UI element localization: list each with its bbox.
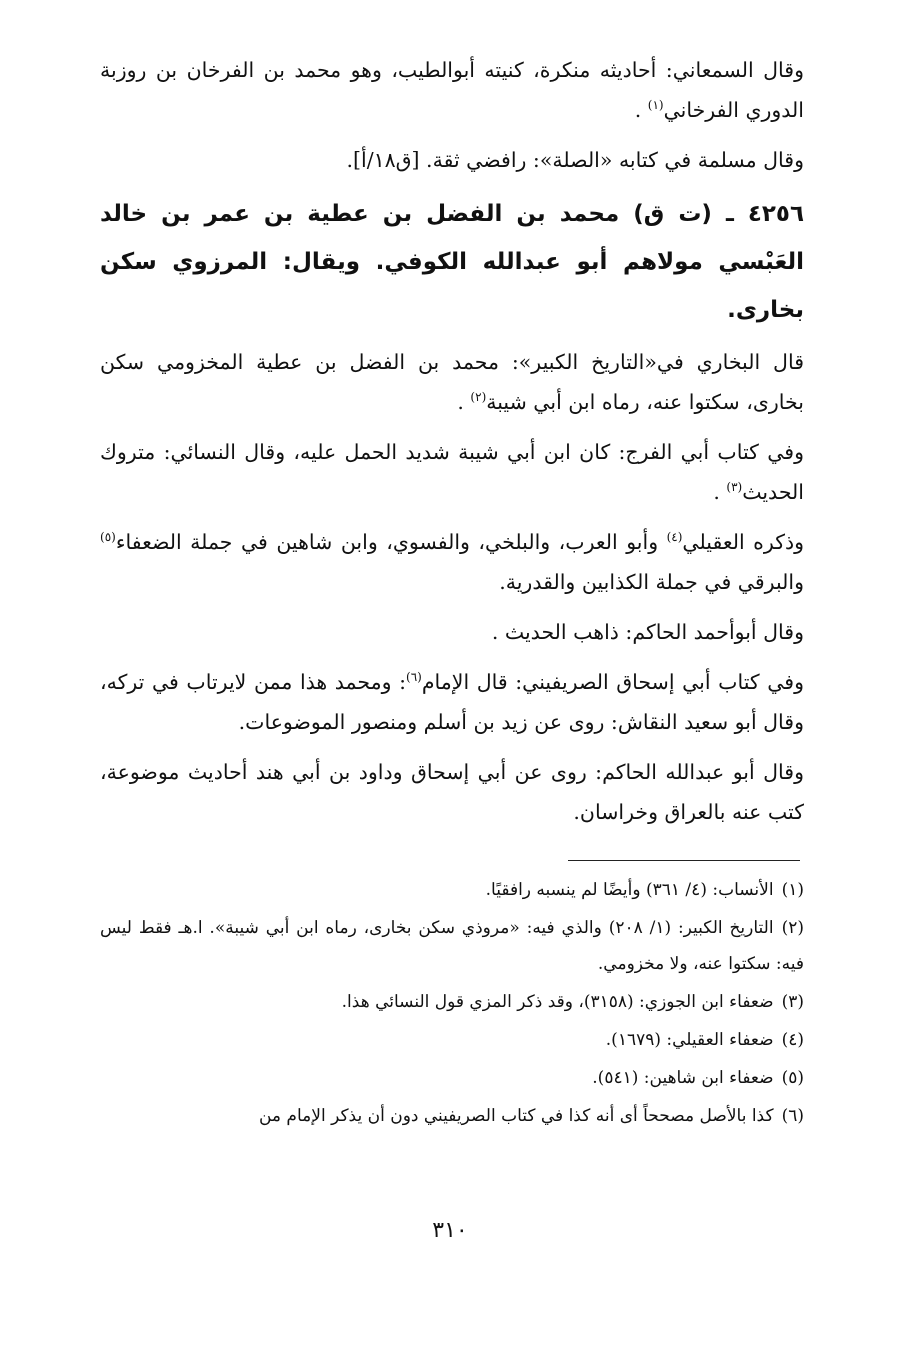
paragraph-text: وقال السمعاني: أحاديثه منكرة، كنيته أبوالطيب، وهو محمد بن الفرخان بن روزبة الدوري الفرخاني bbox=[100, 58, 804, 122]
footnote-number: (١) bbox=[781, 880, 804, 900]
footnote-number: (٥) bbox=[781, 1068, 804, 1088]
footnote-number: (٢) bbox=[781, 918, 804, 938]
main-text bbox=[100, 50, 804, 842]
page-number: ٣١٠ bbox=[432, 1218, 468, 1243]
footnote-ref-4[interactable]: (٤) bbox=[666, 530, 683, 545]
paragraph-maslama: وقال مسلمة في كتابه «الصلة»: رافضي ثقة. [ق١٨/أ]. bbox=[346, 148, 804, 172]
footnote-text: الأنساب: (٤/ ٣٦١) وأيضًا لم ينسبه رافقيًا. bbox=[485, 880, 774, 900]
footnote-number: (٦) bbox=[781, 1106, 804, 1126]
paragraph-bukhari bbox=[100, 342, 804, 422]
footnote-text: كذا بالأصل مصححاً أى أنه كذا في كتاب الصريفيني دون أن يذكر الإمام من bbox=[258, 1106, 774, 1126]
paragraph-end: . bbox=[457, 390, 471, 414]
paragraph-text: وأبو العرب، والبلخي، والفسوي، وابن شاهين في جملة الضعفاء bbox=[115, 530, 667, 554]
footnote-text: ضعفاء العقيلي: (١٦٧٩). bbox=[605, 1030, 774, 1050]
paragraph-end: . bbox=[634, 98, 648, 122]
footnote-text: ضعفاء ابن الجوزي: (٣١٥٨)، وقد ذكر المزي قول النسائي هذا. bbox=[341, 992, 774, 1012]
paragraph-text: وذكره العقيلي bbox=[682, 530, 804, 554]
footnote-6 bbox=[100, 1098, 804, 1134]
paragraph-uqayli bbox=[100, 522, 804, 602]
footnote-4 bbox=[100, 1022, 804, 1058]
paragraph-text: وفي كتاب أبي الفرج: كان ابن أبي شيبة شديد الحمل عليه، وقال النسائي: متروك الحديث bbox=[100, 440, 804, 504]
footnote-2 bbox=[100, 910, 804, 982]
footnote-number: (٣) bbox=[781, 992, 804, 1012]
footnote-ref-2[interactable]: (٢) bbox=[470, 390, 487, 405]
paragraph-sarifini bbox=[100, 662, 804, 742]
footnotes bbox=[100, 872, 804, 1136]
paragraph-end: . bbox=[713, 480, 727, 504]
footnote-ref-1[interactable]: (١) bbox=[647, 98, 664, 113]
paragraph-abu-ahmad: وقال أبوأحمد الحاكم: ذاهب الحديث . bbox=[491, 620, 804, 644]
footnote-3 bbox=[100, 984, 804, 1020]
paragraph-text: والبرقي في جملة الكذابين والقدرية. bbox=[499, 570, 804, 594]
paragraph-samani bbox=[100, 50, 804, 130]
paragraph-text: : ومحمد هذا ممن لايرتاب في تركه، وقال أبو سعيد النقاش: روى عن زيد بن أسلم ومنصور الموضوعات. bbox=[100, 670, 804, 734]
footnote-number: (٤) bbox=[781, 1030, 804, 1050]
footnote-1 bbox=[100, 872, 804, 908]
paragraph-abu-al-faraj bbox=[100, 432, 804, 512]
paragraph-text: وفي كتاب أبي إسحاق الصريفيني: قال الإمام bbox=[421, 670, 804, 694]
footnote-text: التاريخ الكبير: (١/ ٢٠٨) والذي فيه: «مروذي سكن بخارى، رماه ابن أبي شيبة». ا.هـ فقط ليس فيه: سكتوا عنه، ولا مخزومي. bbox=[100, 918, 804, 974]
entry-heading: ٤٢٥٦ ـ (ت ق) محمد بن الفضل بن عطية بن عمر بن خالد العَبْسي مولاهم أبو عبدالله الكوفي. ويقال: المرزوي سكن بخارى. bbox=[100, 201, 804, 323]
footnote-text: ضعفاء ابن شاهين: (٥٤١). bbox=[592, 1068, 774, 1088]
paragraph-text: قال البخاري في«التاريخ الكبير»: محمد بن الفضل بن عطية المخزومي سكن بخارى، سكتوا عنه، رماه ابن أبي شيبة bbox=[100, 350, 804, 414]
footnote-ref-6[interactable]: (٦) bbox=[406, 670, 422, 685]
footnote-ref-5[interactable]: (٥) bbox=[100, 530, 116, 545]
footnote-5 bbox=[100, 1060, 804, 1096]
footnote-divider bbox=[568, 860, 800, 861]
footnote-ref-3[interactable]: (٣) bbox=[726, 480, 743, 495]
paragraph-hakim: وقال أبو عبدالله الحاكم: روى عن أبي إسحاق وداود بن أبي هند أحاديث موضوعة، كتب عنه بالعراق وخراسان. bbox=[100, 760, 804, 824]
